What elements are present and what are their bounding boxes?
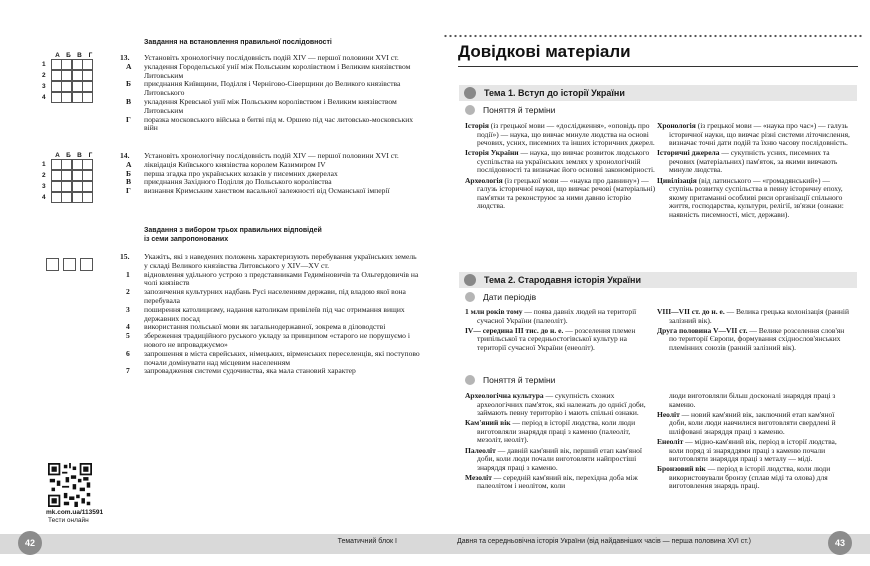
- subheader-title: Поняття й терміни: [483, 375, 556, 385]
- task-question: Укажіть, які з наведених положень характеризують перебування українських земель у складі Великого князівства Литовського у XIV—XV ст.: [144, 252, 417, 270]
- term-name: Бронзовий вік: [657, 464, 706, 474]
- task-option[interactable]: [120, 80, 420, 98]
- topic-1-header: [459, 85, 857, 101]
- grid-col-a: А: [55, 152, 60, 159]
- term-name: Друга половина V—VII ст.: [657, 325, 748, 335]
- term-entry: [465, 177, 657, 211]
- circle-bullet-icon: [465, 292, 475, 302]
- footer-title: Давня та середньовічна історія України (від найдавніших часів — перша половина XVI ст.): [457, 538, 751, 545]
- term-entry: [465, 149, 657, 175]
- option-text: запозичення культурних надбань Русі населенням держави, під владою якої вона перебувала: [144, 287, 406, 305]
- term-definition: — сукупність усних, писемних та речових (матеріальних) пам'яток, за якими вивчають минуле людства.: [669, 148, 838, 175]
- term-entry: [465, 392, 657, 418]
- task-option[interactable]: [120, 306, 420, 324]
- term-definition: — мідно-кам'яний вік, період в історії людства, коли поряд зі знаряддями праці з каменю почали виготовляти знаряддя праці з металу — міді.: [669, 436, 837, 464]
- circle-bullet-icon: [464, 87, 476, 99]
- option-letter: В: [126, 96, 132, 106]
- answer-grid-13[interactable]: [42, 52, 96, 103]
- topic-2-dates-subheader: [465, 292, 536, 302]
- option-text: відновлення удільного устрою з представниками Гедиміновичів та Ольгердовичів на чолі князівств: [144, 269, 419, 288]
- term-definition: люди виготовляли більш досконалі знаряддя праці з каменю.: [669, 391, 836, 409]
- option-text: укладення Кревської унії між Польським королівством і Великим князівством Литовським: [144, 96, 397, 115]
- term-entry: [465, 327, 657, 353]
- option-letter: 3: [126, 304, 130, 314]
- footer-title: Тематичний блок І: [337, 538, 397, 545]
- option-text: визнання Кримським ханством васальної залежності від Османської імперії: [144, 186, 390, 196]
- term-definition: — наука, що вивчає розвиток людського суспільства на українських землях у хронологічній послідовності та визначає його основні закономірності.: [477, 148, 655, 175]
- topic-2-header: [459, 272, 857, 288]
- topic-1-terms-right: [657, 122, 853, 221]
- term-name: IV— середина III тис. до н. е.: [465, 325, 564, 335]
- answer-boxes-15[interactable]: [46, 258, 93, 271]
- task-options: [120, 271, 420, 377]
- task-option[interactable]: [120, 332, 420, 350]
- grid-row-label: 4: [42, 94, 46, 101]
- option-text: запровадження системи судочинства, яка мала становий характер: [144, 366, 356, 376]
- grid-row-label: 3: [42, 83, 46, 90]
- option-letter: 6: [126, 348, 130, 358]
- grid-col-g: Г: [88, 152, 93, 159]
- topic-2-dates-right: [657, 308, 853, 354]
- answer-grid-14[interactable]: [42, 152, 96, 203]
- term-entry: [657, 177, 853, 220]
- task-option[interactable]: [120, 187, 420, 196]
- term-name: 1 млн років тому: [465, 307, 523, 316]
- term-name: Археологія: [465, 175, 503, 185]
- term-definition: — новий кам'яний вік, заключний етап кам'яної доби, коли люди навчилися виготовляти свердлені й шліфовані знаряддя праці з каменю.: [669, 409, 836, 436]
- grid-row-label: 1: [42, 61, 46, 68]
- term-name: Палеоліт: [465, 445, 496, 455]
- term-definition: — сукупність схожих археологічних пам'яток, які належать до однієї доби, займають певну територію і мають спільні ознаки.: [477, 391, 646, 418]
- option-text: запрошення в міста єврейських, німецьких, вірменських переселенців, які поступово почали домінувати над місцевим населенням: [144, 348, 420, 367]
- term-entry: [465, 419, 657, 445]
- term-definition: — розселення племен трипільської та середньостогівської культур на території сучасної України (енеоліт).: [477, 325, 636, 352]
- task-14: [120, 152, 420, 196]
- term-name: Історія України: [465, 148, 519, 158]
- topic-title: Тема 2. Стародавня історія України: [484, 275, 642, 285]
- topic-2-dates-left: [465, 308, 657, 354]
- term-definition: — Велика грецька колонізація (ранній залізний вік).: [669, 307, 850, 325]
- grid-col-g: Г: [88, 52, 93, 59]
- term-entry: [657, 308, 853, 325]
- section-heading-line: Завдання з вибором трьох правильних відповідей: [144, 227, 322, 234]
- term-definition: — середній кам'яний вік, перехідна доба між палеолітом і неолітом, коли: [477, 472, 638, 491]
- task-number: 15.: [120, 252, 130, 261]
- option-letter: А: [126, 159, 132, 169]
- term-entry: [657, 327, 853, 353]
- term-name: Хронологія: [657, 121, 696, 130]
- grid-row-label: 4: [42, 194, 46, 201]
- grid-cell[interactable]: [82, 81, 93, 92]
- term-definition: — Велике розселення слов'ян по території Європи, формування східнослов'янських племінних союзів (ранній залізний вік).: [669, 325, 845, 352]
- page-title: Довідкові матеріали: [458, 42, 631, 61]
- qr-caption: Тести онлайн: [48, 517, 89, 524]
- term-entry: [465, 474, 657, 491]
- option-text: приєднання Західного Поділля до Польського королівства: [144, 177, 332, 187]
- circle-bullet-icon: [464, 274, 476, 286]
- topic-2-terms-left: [465, 392, 657, 493]
- page-number: 42: [18, 531, 42, 555]
- term-name: Історичні джерела: [657, 148, 720, 158]
- option-letter: В: [126, 177, 132, 187]
- task-options: [120, 161, 420, 196]
- circle-bullet-icon: [465, 105, 475, 115]
- term-entry: [657, 465, 853, 491]
- right-page: [435, 0, 870, 566]
- topic-1-terms-left: [465, 122, 657, 212]
- dotted-divider: [443, 34, 863, 38]
- option-text: збереження традиційного руського укладу за принципом «старого не порушуємо і нового не впроваджуємо»: [144, 331, 410, 349]
- term-entry: [657, 149, 853, 175]
- term-name: Історія: [465, 121, 489, 130]
- grid-col-v: В: [77, 152, 82, 159]
- topic-2-terms-right: [657, 392, 853, 493]
- grid-cell[interactable]: [82, 170, 93, 181]
- grid-col-b: Б: [66, 152, 71, 159]
- option-text: використання польської мови як загальнодержавної, зокрема в діловодстві: [144, 322, 386, 332]
- grid-col-b: Б: [66, 52, 71, 59]
- term-definition: (із грецької мови — «наука про час») — галузь історичної науки, що вивчає різні системи літочислення, визначає точні дати подій та їхню часову послідовність.: [669, 121, 850, 148]
- section-heading-sequence: Завдання на встановлення правильної послідовності: [144, 39, 332, 46]
- option-letter: 5: [126, 331, 130, 341]
- grid-cell[interactable]: [82, 181, 93, 192]
- topic-title: Тема 1. Вступ до історії України: [484, 88, 625, 98]
- term-name: VIII—VII ст. до н. е.: [657, 307, 725, 316]
- task-number: 13.: [120, 53, 130, 62]
- grid-cell[interactable]: [82, 92, 93, 103]
- option-text: приєднання Київщини, Поділля і Чернігово-Сіверщини до Великого князівства Литовського: [144, 79, 401, 98]
- qr-link[interactable]: mk.com.ua/113591: [46, 509, 104, 516]
- grid-row-label: 2: [42, 72, 46, 79]
- task-option[interactable]: [120, 271, 420, 289]
- grid-row-label: 1: [42, 161, 46, 168]
- term-definition: (із грецької мови — «дослідження», «оповідь про події») — наука, що вивчає минуле людства на основі речових, усних, писемних та інших історичних джерел.: [477, 121, 655, 148]
- qr-code-icon[interactable]: [48, 463, 92, 507]
- option-text: перша згадка про українських козаків у писемних джерелах: [144, 168, 338, 178]
- topic-1-subheader: [465, 105, 555, 115]
- task-question: Установіть хронологічну послідовність подій XIV — першої половини XVI ст.: [144, 53, 399, 62]
- term-definition: — період в історії людства, коли люди виготовляли знаряддя праці з каменю (палеоліт, мезоліт, неоліт).: [477, 418, 636, 445]
- term-name: Кам'яний вік: [465, 418, 511, 428]
- task-number: 14.: [120, 151, 130, 160]
- section-heading-line: із семи запропонованих: [144, 236, 229, 243]
- grid-cell[interactable]: [82, 59, 93, 70]
- option-letter: Б: [126, 168, 132, 178]
- title-rule: [458, 66, 858, 67]
- term-definition: (від латинського — «громадянський») — ступінь розвитку суспільства в певну історичну епоху, якому притаманні особливі риси організації спільного життя, господарства, культури, релігії, зв'язки (ознаки: наявність писемності, міст, держави).: [669, 175, 844, 219]
- term-entry: [657, 122, 853, 148]
- grid-col-a: А: [55, 52, 60, 59]
- term-definition: — давній кам'яний вік, перший етап кам'яної доби, коли люди почали виготовляти найпростіші знаряддя праці з каменю.: [477, 445, 642, 472]
- section-heading-choice: [144, 226, 322, 244]
- term-name: Неоліт: [657, 409, 680, 419]
- option-letter: 1: [126, 269, 130, 279]
- task-13: [120, 54, 420, 133]
- task-options: [120, 63, 420, 133]
- option-text: поширення католицизму, надання католикам привілеїв під час отримання вищих державних посад: [144, 304, 405, 323]
- subheader-title: Поняття й терміни: [483, 105, 556, 115]
- term-name: Енеоліт: [657, 436, 684, 446]
- grid-row-label: 3: [42, 183, 46, 190]
- option-text: ліквідація Київського князівства королем Казимиром IV: [144, 159, 326, 169]
- term-entry: [657, 392, 853, 409]
- option-text: поразка московського війська в битві під м. Оршею під час литовсько-московських війн: [144, 114, 414, 133]
- term-name: Археологічна культура: [465, 391, 544, 400]
- answer-box[interactable]: [63, 258, 76, 271]
- task-15: [120, 253, 420, 376]
- grid-cell[interactable]: [82, 192, 93, 203]
- task-option[interactable]: [120, 63, 420, 81]
- term-entry: [657, 411, 853, 437]
- term-entry: [465, 447, 657, 473]
- term-definition: (із грецької мови — «наука про давнину») — галузь історичної науки, що вивчає речові (матеріальні) пам'ятки та реконструює за ними давню історію людства.: [477, 175, 656, 211]
- task-option[interactable]: [120, 367, 420, 376]
- option-letter: 4: [126, 322, 130, 332]
- term-name: Цивілізація: [657, 175, 697, 185]
- task-option[interactable]: [120, 98, 420, 116]
- term-definition: — поява давніх людей на території сучасної України (палеоліт).: [477, 307, 637, 325]
- page-number: 43: [828, 531, 852, 555]
- answer-box[interactable]: [80, 258, 93, 271]
- option-letter: 2: [126, 287, 130, 297]
- task-option[interactable]: [120, 116, 420, 134]
- option-letter: Б: [126, 79, 132, 89]
- circle-bullet-icon: [465, 375, 475, 385]
- term-entry: [465, 122, 657, 148]
- task-option[interactable]: [120, 350, 420, 368]
- option-text: укладення Городельської унії між Польським королівством і Великим князівством Литовським: [144, 61, 411, 80]
- term-entry: [465, 308, 657, 325]
- option-letter: А: [126, 61, 132, 71]
- grid-row-label: 2: [42, 172, 46, 179]
- topic-2-terms-subheader: [465, 375, 555, 385]
- option-letter: 7: [126, 366, 130, 376]
- term-definition: — період в історії людства, коли люди використовували бронзу (сплав міді та олова) для виготовлення знарядь праці.: [669, 464, 831, 491]
- grid-cell[interactable]: [82, 70, 93, 81]
- grid-cell[interactable]: [82, 159, 93, 170]
- answer-box[interactable]: [46, 258, 59, 271]
- option-letter: Г: [126, 186, 131, 196]
- task-question: Установіть хронологічну послідовність подій XIV — першої половини XVI ст.: [144, 151, 399, 160]
- grid-col-v: В: [77, 52, 82, 59]
- option-letter: Г: [126, 114, 131, 124]
- term-entry: [657, 438, 853, 464]
- task-option[interactable]: [120, 288, 420, 306]
- subheader-title: Дати періодів: [483, 292, 537, 302]
- term-name: Мезоліт: [465, 472, 492, 482]
